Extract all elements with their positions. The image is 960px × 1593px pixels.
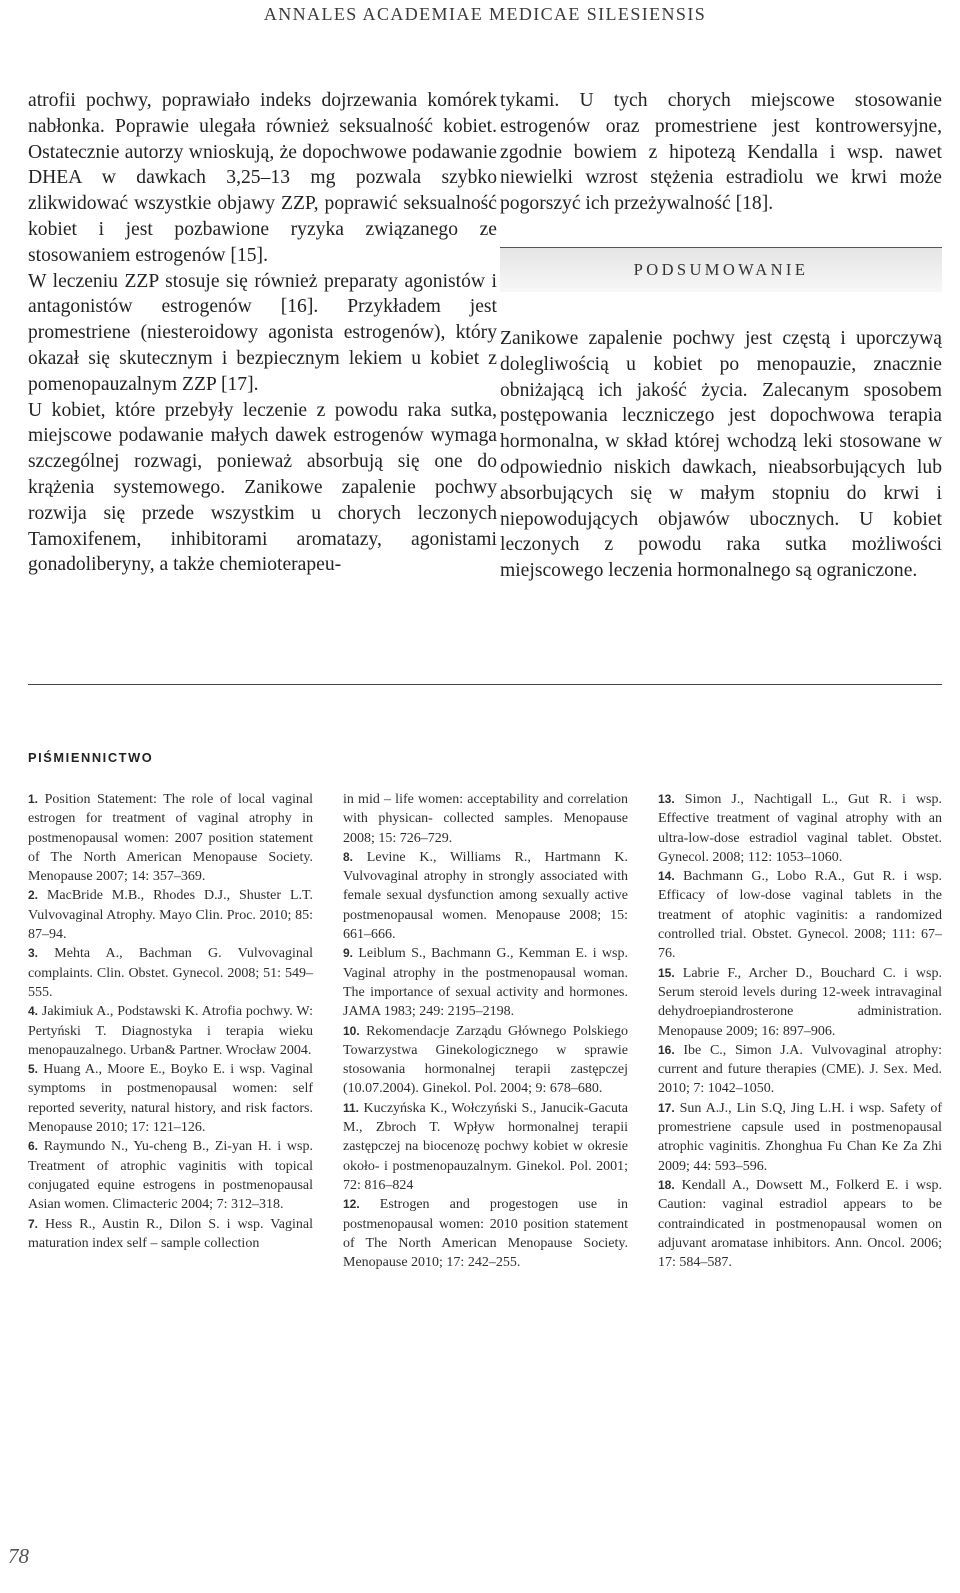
running-head: ANNALES ACADEMIAE MEDICAE SILESIENSIS (263, 4, 707, 24)
reference-number: 12. (343, 1197, 360, 1212)
reference-text: Jakimiuk A., Podstawski K. Atrofia pochwy. W: Pertyński T. Diagnostyka i terapia wieku menopauzalnego. Urban& Partner. Wrocław 2004. (28, 1004, 313, 1058)
reference-item (658, 1041, 942, 1099)
reference-number: 14. (658, 869, 675, 884)
reference-item (28, 1137, 313, 1214)
references-heading: PIŚMIENNICTWO (28, 750, 154, 765)
reference-item (658, 964, 942, 1041)
reference-text: Kuczyńska K., Wołczyński S., Janucik-Gacuta M., Zbroch T. Wpływ hormonalnej terapii zastępczej na biocenozę pochwy kobiet w okresie około- i postmenopauzalnym. Ginekol. Pol. 2001; 72: 816–824 (343, 1100, 628, 1193)
reference-item (28, 1060, 313, 1137)
reference-item (658, 867, 942, 963)
reference-text: Simon J., Nachtigall L., Gut R. i wsp. Effective treatment of vaginal atrophy with an ultra-low-dose estradiol vaginal tablet. Obstet. Gynecol. 2008; 112: 1053–1060. (658, 792, 943, 865)
body-column-left (28, 88, 497, 578)
reference-item (343, 1022, 628, 1099)
reference-number: 7. (28, 1216, 39, 1231)
section-heading-summary: PODSUMOWANIE (500, 247, 942, 292)
reference-text: MacBride M.B., Rhodes D.J., Shuster L.T. Vulvovaginal Atrophy. Mayo Clin. Proc. 2010; 85: 87–94. (28, 888, 314, 943)
reference-text: Raymundo N., Yu-cheng B., Zi-yan H. i wsp. Treatment of atrophic vaginitis with topical conjugated equine estrogens in postmenopausal Asian women. Climacteric 2004; 7: 312–318. (28, 1139, 313, 1213)
reference-number: 18. (658, 1177, 675, 1192)
body-paragraph: U kobiet, które przebyły leczenie z powodu raka sutka, miejscowe podawanie małych dawek estrogenów wymaga szczególnej rozwagi, ponieważ absorbują się one do krążenia systemowego. Zanikowe zapalenie pochwy rozwija się przede wszystkim u chorych leczonych Tamoxifenem, inhibitorami aromatazy, agonistami gonadoliberyny, a także chemioterapeu- (28, 399, 497, 576)
reference-text: Huang A., Moore E., Boyko E. i wsp. Vaginal symptoms in postmenopausal women: self reported severity, natural history, and risk factors. Menopause 2010; 17: 121–126. (28, 1062, 314, 1136)
reference-item (28, 1215, 313, 1254)
reference-text: Sun A.J., Lin S.Q, Jing L.H. i wsp. Safety of promestriene capsule used in postmenopausal atrophic vaginitis. Zhonghua Fu Chan Ke Za Zhi 2009; 44: 593–596. (658, 1100, 942, 1174)
reference-item (343, 1195, 628, 1272)
reference-item (658, 1099, 942, 1176)
reference-number: 9. (343, 946, 354, 961)
reference-item (343, 1099, 628, 1195)
reference-text: Rekomendacje Zarządu Głównego Polskiego Towarzystwa Ginekologicznego w sprawie stosowania hormonalnej terapii zastępczej (10.07.2004). Ginekol. Pol. 2004; 9: 678–680. (343, 1023, 629, 1097)
body-column-right (500, 88, 942, 584)
reference-number: 15. (658, 965, 675, 980)
reference-item (658, 1176, 942, 1272)
body-paragraph: tykami. U tych chorych miejscowe stosowanie estrogenów oraz promestriene jest kontrowersyjne, zgodnie bowiem z hipotezą Kendalla i wsp. nawet niewielki wzrost stężenia estradiolu we krwi może pogorszyć ich przeżywalność [18]. (500, 90, 942, 215)
references-column-3 (658, 790, 942, 1272)
reference-text: Hess R., Austin R., Dilon S. i wsp. Vaginal maturation index self – sample collection (28, 1216, 314, 1251)
page-number: 78 (8, 1544, 29, 1568)
reference-item (28, 886, 313, 944)
reference-item (658, 790, 942, 867)
reference-number: 17. (658, 1100, 675, 1115)
reference-number: 13. (658, 792, 675, 806)
reference-text: Labrie F., Archer D., Bouchard C. i wsp. Serum steroid levels during 12-week intravaginal dehydroepiandrosterone administration. Menopause 2009; 16: 897–906. (658, 965, 942, 1039)
section-divider (28, 684, 942, 685)
body-paragraph: W leczeniu ZZP stosuje się również preparaty agonistów i antagonistów estrogenów [16]. Przykładem jest promestriene (niesteroidowy agonista estrogenów), który okazał się skutecznym i bezpiecznym lekiem u kobiet z pomenopauzalnym ZZP [17]. (28, 270, 497, 395)
summary-paragraph: Zanikowe zapalenie pochwy jest częstą i uporczywą dolegliwością u kobiet po menopauzie, znacznie obniżającą ich jakość życia. Zalecanym sposobem postępowania leczniczego jest dopochwowa terapia hormonalna, w skład której wchodzą leki stosowane w odpowiednio niskich dawkach, nieabsorbujących lub absorbujących się w małym stopniu do krwi i niepowodujących objawów ubocznych. U kobiet leczonych z powodu raka sutka możliwości miejscowego leczenia hormonalnego są ograniczone. (500, 327, 942, 582)
reference-text: Ibe C., Simon J.A. Vulvovaginal atrophy: current and future therapies (CME). J. Sex. Med. 2010; 7: 1042–1050. (658, 1042, 942, 1097)
reference-text: Levine K., Williams R., Hartmann K. Vulvovaginal atrophy in strongly associated with female sexual dysfunction among sexually active postmenopausal women. Menopause 2008; 15: 661–666. (343, 849, 629, 943)
reference-text: Mehta A., Bachman G. Vulvovaginal complaints. Clin. Obstet. Gynecol. 2008; 51: 549–555. (28, 946, 314, 1000)
reference-number: 5. (28, 1062, 39, 1077)
references-column-1 (28, 790, 313, 1253)
reference-text: Position Statement: The role of local vaginal estrogen for treatment of vaginal atrophy in postmenopausal women: 2007 position statement of The North American Menopause Society. Menopause 2007; 14: 357–369. (28, 792, 314, 885)
reference-item (28, 790, 313, 886)
reference-item (343, 848, 628, 944)
reference-number: 8. (343, 849, 354, 864)
reference-number: 1. (28, 792, 39, 806)
reference-number: 4. (28, 1004, 39, 1019)
reference-number: 16. (658, 1042, 675, 1057)
reference-continuation: in mid – life women: acceptability and correlation with physican- collected samples. Menopause 2008; 15: 726–729. (343, 792, 628, 846)
reference-number: 10. (343, 1023, 360, 1038)
references-column-2 (343, 790, 628, 1272)
reference-item (343, 944, 628, 1021)
reference-text: Kendall A., Dowsett M., Folkerd E. i wsp. Caution: vaginal estradiol appears to be contraindicated in postmenopausal women on adjuvant aromatase inhibitors. Ann. Oncol. 2006; 17: 584–587. (658, 1177, 942, 1271)
reference-number: 11. (343, 1100, 360, 1115)
reference-number: 6. (28, 1139, 39, 1154)
reference-number: 3. (28, 946, 39, 961)
reference-item (28, 1002, 313, 1060)
reference-text: Leiblum S., Bachmann G., Kemman E. i wsp. Vaginal atrophy in the postmenopausal woman. The importance of sexual activity and hormones. JAMA 1983; 249: 2195–2198. (343, 946, 628, 1020)
reference-number: 2. (28, 888, 39, 903)
reference-text: Bachmann G., Lobo R.A., Gut R. i wsp. Efficacy of low-dose vaginal tablets in the treatment of atophic vaginitis: a randomized controlled trial. Obstet. Gynecol. 2008; 111: 67–76. (658, 869, 943, 962)
body-paragraph: atrofii pochwy, poprawiało indeks dojrzewania komórek nabłonka. Poprawie ulegała również seksualność kobiet. Ostatecznie autorzy wnioskują, że dopochwowe podawanie DHEA w dawkach 3,25–13 mg pozwala szybko zlikwidować wszystkie objawy ZZP, poprawić seksualność kobiet i jest pozbawione ryzyka związanego ze stosowaniem estrogenów [15]. (28, 90, 497, 266)
reference-text: Estrogen and progestogen use in postmenopausal women: 2010 position statement of The North American Menopause Society. Menopause 2010; 17: 242–255. (343, 1197, 628, 1271)
reference-item (28, 944, 313, 1002)
